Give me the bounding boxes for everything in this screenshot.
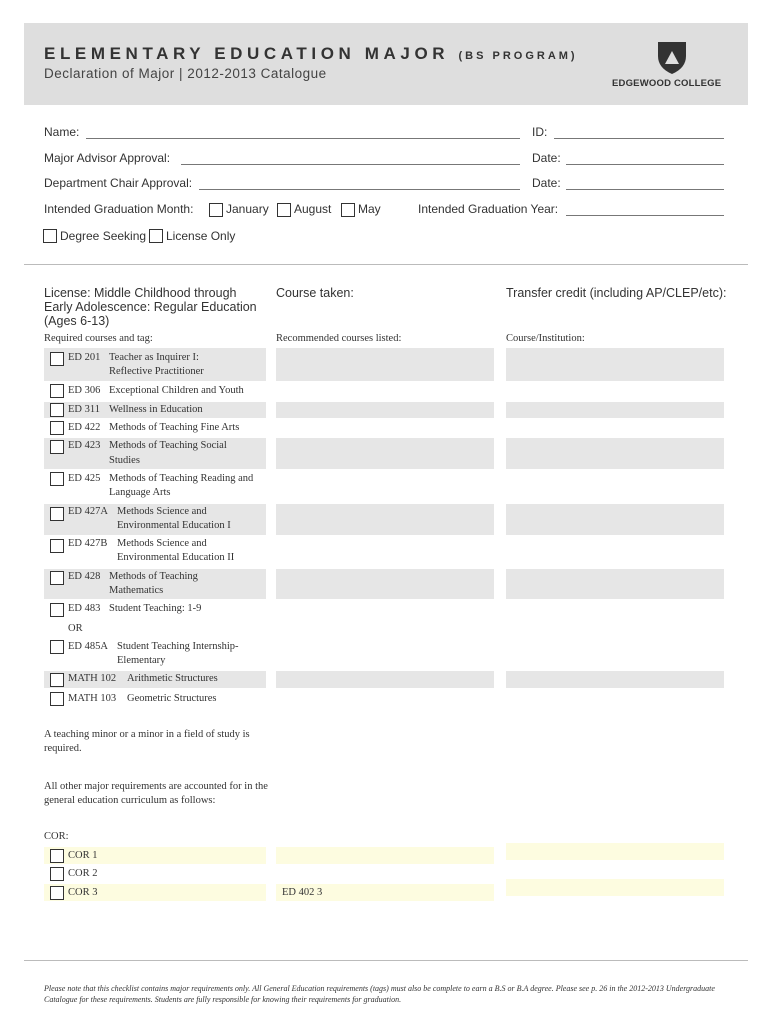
transfer-credit-field[interactable] (506, 504, 724, 535)
january-checkbox[interactable] (209, 203, 223, 217)
course-title: Methods of Teaching Social (109, 440, 227, 451)
course-code: MATH 103 (68, 693, 117, 704)
course-checkbox[interactable] (50, 692, 64, 706)
course-code: ED 483 (68, 603, 101, 614)
may-checkbox[interactable] (341, 203, 355, 217)
page-title: ELEMENTARY EDUCATION MAJOR (BS PROGRAM) (44, 44, 578, 63)
id-field[interactable] (554, 138, 724, 139)
course-taken-field[interactable] (276, 402, 494, 418)
advisor-label: Major Advisor Approval: (44, 151, 171, 165)
gen-ed-note: All other major requirements are accounted for in the general education curriculum as follows: (44, 781, 268, 806)
course-taken-field[interactable] (276, 438, 494, 469)
course-title: Methods of Teaching Fine Arts (109, 422, 240, 433)
may-label: May (358, 202, 381, 216)
transfer-credit-field[interactable] (506, 671, 724, 688)
course-checkbox[interactable] (50, 603, 64, 617)
transfer-credit-field[interactable] (506, 569, 724, 599)
course-taken-field[interactable] (276, 671, 494, 688)
advisor-approval-field[interactable] (181, 164, 520, 165)
cor-checkbox[interactable] (50, 849, 64, 863)
course-title: Methods of Teaching (109, 571, 198, 582)
cor-code: COR 3 (68, 887, 98, 898)
course-checkbox[interactable] (50, 472, 64, 486)
course-taken-field[interactable] (276, 569, 494, 599)
license-only-checkbox[interactable] (149, 229, 163, 243)
college-shield-icon (654, 40, 690, 81)
course-title: Teacher as Inquirer I: (109, 352, 199, 363)
cor-transfer-field[interactable] (506, 879, 724, 896)
course-taken-field[interactable] (276, 504, 494, 535)
course-title-cont: Elementary (117, 655, 166, 666)
august-label: August (294, 202, 332, 216)
recommended-courses-label: Recommended courses listed: (276, 333, 402, 344)
course-checkbox[interactable] (50, 571, 64, 585)
chair-date-field[interactable] (566, 189, 724, 190)
course-title-cont: Reflective Practitioner (109, 366, 204, 377)
course-title: Student Teaching Internship- (117, 641, 239, 652)
license-heading: License: Middle Childhood through Early Adolescence: Regular Education (Ages 6-13) (44, 286, 257, 328)
course-code: ED 306 (68, 385, 101, 396)
required-courses-label: Required courses and tag: (44, 333, 153, 344)
grad-year-field[interactable] (566, 215, 724, 216)
course-checkbox[interactable] (50, 440, 64, 454)
grad-month-label: Intended Graduation Month: (44, 202, 194, 216)
course-title: Methods Science and (117, 506, 207, 517)
course-code: ED 423 (68, 440, 101, 451)
cor-code: COR 1 (68, 850, 98, 861)
august-checkbox[interactable] (277, 203, 291, 217)
course-checkbox[interactable] (50, 640, 64, 654)
course-checkbox[interactable] (50, 403, 64, 417)
course-checkbox[interactable] (50, 673, 64, 687)
name-label: Name: (44, 125, 80, 139)
cor-label: COR: (44, 831, 69, 842)
course-title-cont: Environmental Education II (117, 552, 235, 563)
course-checkbox[interactable] (50, 352, 64, 366)
course-title-cont: Language Arts (109, 487, 171, 498)
name-field[interactable] (86, 138, 520, 139)
page-subtitle: Declaration of Major | 2012-2013 Catalogue (44, 66, 327, 81)
course-code: ED 427B (68, 538, 108, 549)
course-title: Student Teaching: 1-9 (109, 603, 202, 614)
chair-label: Department Chair Approval: (44, 176, 193, 190)
degree-seeking-checkbox[interactable] (43, 229, 57, 243)
footer-note: Please note that this checklist contains major requirements only. All General Education requirements (tags) must also be complete to earn a B.S or B.A degree. Please see p. 26 in the 2012-2013 Undergraduate Catalogue for these requirements. Students are fully responsible for knowing their requirements for graduation. (44, 984, 715, 1004)
college-logo-text: EDGEWOOD COLLEGE (612, 78, 722, 89)
grad-year-label: Intended Graduation Year: (418, 202, 559, 216)
course-title: Geometric Structures (127, 693, 217, 704)
cor-transfer-field[interactable] (506, 843, 724, 860)
course-code: ED 201 (68, 352, 101, 363)
minor-requirement-note: A teaching minor or a minor in a field of study is required. (44, 729, 250, 754)
course-title-cont: Environmental Education I (117, 520, 231, 531)
course-checkbox[interactable] (50, 421, 64, 435)
id-label: ID: (532, 125, 548, 139)
advisor-date-field[interactable] (566, 164, 724, 165)
or-text: OR (68, 623, 83, 634)
license-only-label: License Only (166, 229, 236, 243)
course-code: ED 425 (68, 473, 101, 484)
course-code: ED 428 (68, 571, 101, 582)
footer-divider (24, 960, 748, 961)
course-checkbox[interactable] (50, 384, 64, 398)
degree-seeking-label: Degree Seeking (60, 229, 147, 243)
course-title: Methods of Teaching Reading and (109, 473, 254, 484)
chair-approval-field[interactable] (199, 189, 520, 190)
course-title-cont: Studies (109, 455, 140, 466)
course-title: Methods Science and (117, 538, 207, 549)
course-title: Exceptional Children and Youth (109, 385, 244, 396)
cor-course-taken-value: ED 402 3 (282, 887, 323, 898)
january-label: January (226, 202, 269, 216)
course-checkbox[interactable] (50, 539, 64, 553)
transfer-credit-field[interactable] (506, 438, 724, 469)
course-taken-field[interactable] (276, 348, 494, 381)
course-code: MATH 102 (68, 673, 117, 684)
course-title: Wellness in Education (109, 404, 203, 415)
course-institution-label: Course/Institution: (506, 333, 585, 344)
course-taken-heading: Course taken: (276, 286, 354, 300)
cor-checkbox[interactable] (50, 867, 64, 881)
header-band (24, 23, 748, 105)
date-label: Date: (532, 176, 561, 190)
cor-code: COR 2 (68, 868, 98, 879)
course-code: ED 485A (68, 641, 108, 652)
course-title-cont: Mathematics (109, 585, 164, 596)
transfer-credit-field[interactable] (506, 348, 724, 381)
cor-course-taken-field[interactable] (276, 847, 494, 864)
date-label: Date: (532, 151, 561, 165)
transfer-credit-field[interactable] (506, 402, 724, 418)
course-code: ED 311 (68, 404, 100, 415)
section-divider (24, 264, 748, 265)
course-code: ED 422 (68, 422, 101, 433)
cor-checkbox[interactable] (50, 886, 64, 900)
course-checkbox[interactable] (50, 507, 64, 521)
course-title: Arithmetic Structures (127, 673, 218, 684)
course-code: ED 427A (68, 506, 108, 517)
transfer-credit-heading: Transfer credit (including AP/CLEP/etc): (506, 286, 727, 300)
